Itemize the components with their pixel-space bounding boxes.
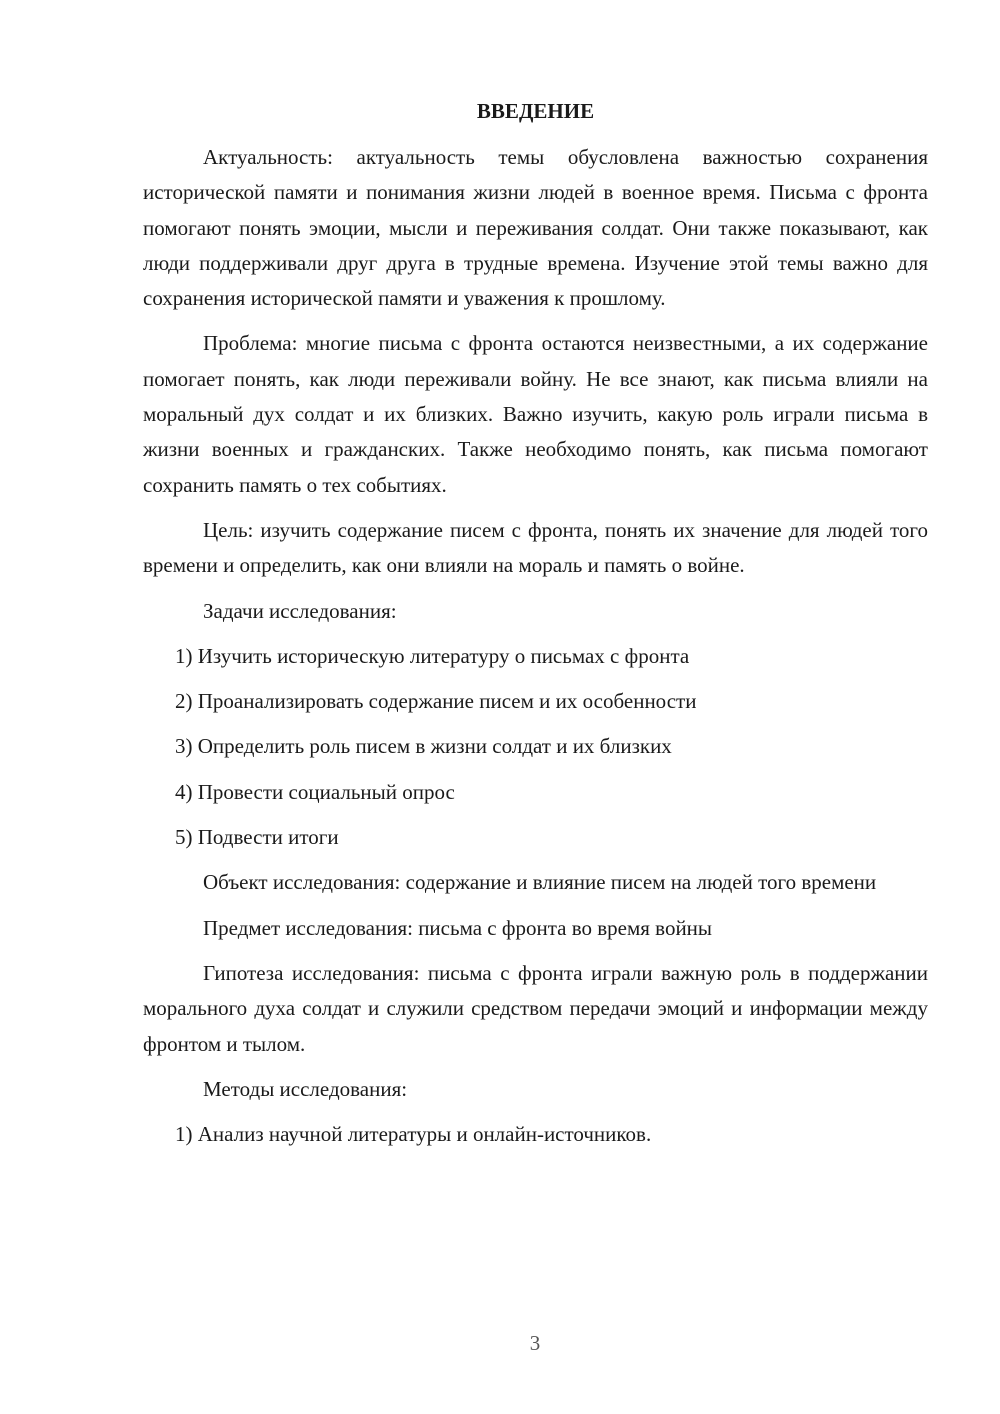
method-item: 1) Анализ научной литературы и онлайн-источников. xyxy=(175,1122,652,1147)
methods-list xyxy=(143,1117,928,1152)
task-item: 5) Подвести итоги xyxy=(175,825,339,850)
subject-paragraph: Предмет исследования: письма с фронта во время войны xyxy=(203,915,713,940)
task-item: 3) Определить роль писем в жизни солдат и их близких xyxy=(175,734,672,759)
section-title: ВВЕДЕНИЕ xyxy=(476,99,595,123)
task-item: 1) Изучить историческую литературу о письмах с фронта xyxy=(175,643,690,668)
relevance-paragraph: Актуальность: актуальность темы обусловлена важностью сохранения исторической памяти и понимания жизни людей в военное время. Письма с фронта помогают понять эмоции, мысли и переживания солдат. Они также показывают, как люди поддерживали друг друга в трудные времена. Изучение этой темы важно для сохранения исторической памяти и уважения к прошлому. xyxy=(143,145,928,311)
object-paragraph: Объект исследования: содержание и влияние писем на людей того времени xyxy=(203,870,877,895)
task-item: 2) Проанализировать содержание писем и их особенности xyxy=(175,689,697,714)
problem-paragraph: Проблема: многие письма с фронта остаются неизвестными, а их содержание помогает понять, как люди переживали войну. Не все знают, как письма влияли на моральный дух солдат и их близких. Важно изучить, какую роль играли письма в жизни военных и гражданских. Также необходимо понять, как письма помогают сохранить память о тех событиях. xyxy=(143,331,928,497)
hypothesis-paragraph: Гипотеза исследования: письма с фронта играли важную роль в поддержании морального духа солдат и служили средством передачи эмоций и информации между фронтом и тылом. xyxy=(143,960,928,1056)
goal-paragraph: Цель: изучить содержание писем с фронта, понять их значение для людей того времени и определить, как они влияли на мораль и память о войне. xyxy=(143,517,928,578)
tasks-heading: Задачи исследования: xyxy=(203,598,397,623)
document-page xyxy=(143,96,928,1162)
methods-heading: Методы исследования: xyxy=(203,1076,408,1101)
task-item: 4) Провести социальный опрос xyxy=(175,779,455,804)
page-number: 3 xyxy=(529,1331,541,1355)
tasks-list xyxy=(143,639,928,855)
